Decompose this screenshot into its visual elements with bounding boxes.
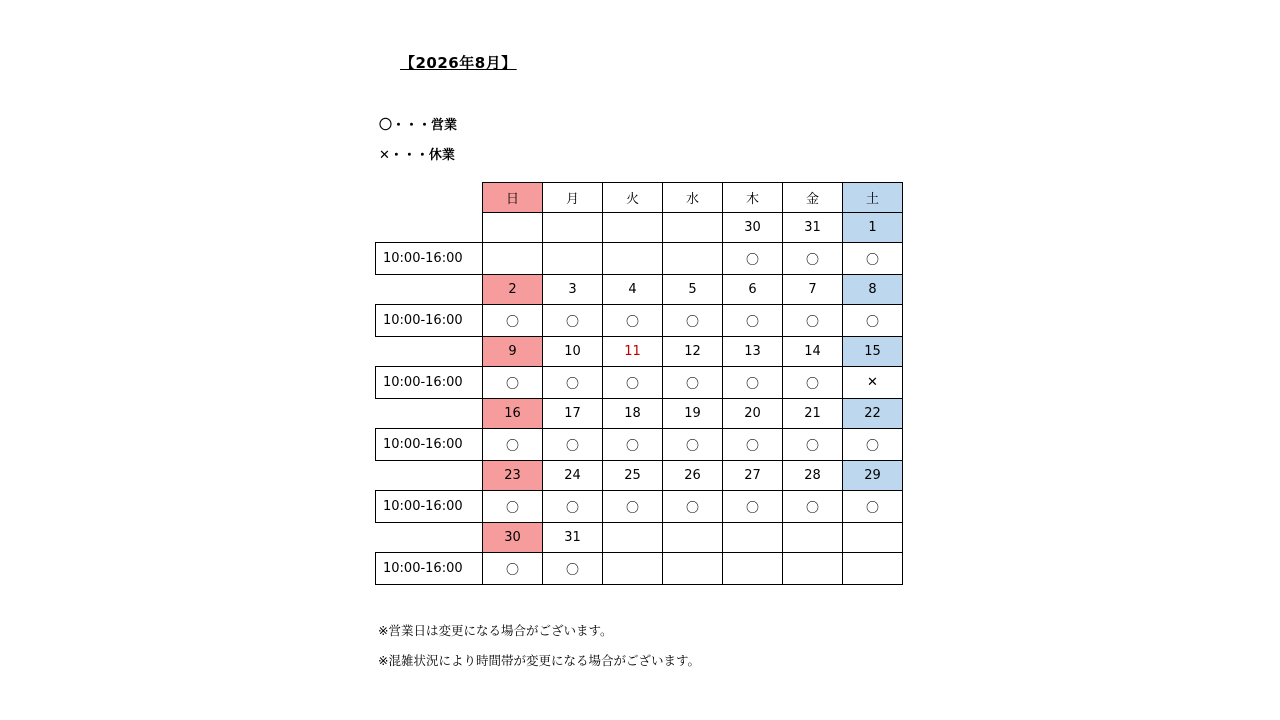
date-row [376,523,903,553]
status-cell-fri: 〇 [783,367,843,399]
weekday-wed: 水 [663,183,723,213]
status-cell-tue: 〇 [603,367,663,399]
status-cell-sun [483,243,543,275]
legend-open [379,114,457,133]
legend-open-symbol: 〇 [379,118,393,133]
status-cell-mon: 〇 [543,367,603,399]
date-cell-mon: 10 [543,337,603,367]
date-row [376,461,903,491]
status-cell-fri: 〇 [783,243,843,275]
weekday-header-row [376,183,903,213]
status-cell-wed: 〇 [663,305,723,337]
weekday-sun: 日 [483,183,543,213]
status-cell-wed: 〇 [663,367,723,399]
legend-closed [379,144,455,163]
date-cell-mon: 24 [543,461,603,491]
hours-label: 10:00-16:00 [376,367,483,399]
date-cell-tue: 4 [603,275,663,305]
date-cell-sun: 16 [483,399,543,429]
status-cell-sun: 〇 [483,553,543,585]
date-cell-fri: 21 [783,399,843,429]
status-row [376,429,903,461]
date-cell-mon: 17 [543,399,603,429]
legend-open-text: 営業 [431,118,458,133]
status-cell-mon: 〇 [543,491,603,523]
note-business-days: ※営業日は変更になる場合がございます。 [378,623,613,638]
hours-label: 10:00-16:00 [376,553,483,585]
date-cell-sat [843,523,903,553]
date-cell-sat: 15 [843,337,903,367]
status-cell-thu: 〇 [723,243,783,275]
status-cell-mon: 〇 [543,305,603,337]
status-cell-sat: 〇 [843,429,903,461]
status-cell-wed: 〇 [663,429,723,461]
date-cell-fri: 31 [783,213,843,243]
date-cell-wed [663,523,723,553]
date-row [376,275,903,305]
status-cell-sat: 〇 [843,305,903,337]
date-row-label-spacer [376,399,483,429]
date-cell-fri: 7 [783,275,843,305]
date-cell-sat: 29 [843,461,903,491]
date-row-label-spacer [376,337,483,367]
date-cell-thu [723,523,783,553]
status-cell-tue: 〇 [603,491,663,523]
date-row [376,337,903,367]
date-cell-thu: 20 [723,399,783,429]
status-cell-thu: 〇 [723,305,783,337]
calendar-body [376,183,903,585]
note-time-slots: ※混雑状況により時間帯が変更になる場合がございます。 [378,653,700,668]
legend-closed-text: 休業 [428,148,455,163]
date-cell-wed [663,213,723,243]
date-cell-sun [483,213,543,243]
date-cell-tue: 11 [603,337,663,367]
status-cell-sat [843,553,903,585]
status-cell-sun: 〇 [483,367,543,399]
status-cell-fri: 〇 [783,491,843,523]
status-cell-sat: 〇 [843,491,903,523]
date-cell-sun: 9 [483,337,543,367]
date-row [376,399,903,429]
status-cell-mon: 〇 [543,553,603,585]
weekday-thu: 木 [723,183,783,213]
date-cell-wed: 5 [663,275,723,305]
weekday-mon: 月 [543,183,603,213]
status-row [376,553,903,585]
date-cell-sun: 23 [483,461,543,491]
status-cell-sat: 〇 [843,243,903,275]
status-cell-tue [603,243,663,275]
hours-label: 10:00-16:00 [376,243,483,275]
date-row-label-spacer [376,523,483,553]
date-cell-mon [543,213,603,243]
status-cell-fri: 〇 [783,305,843,337]
date-cell-thu: 6 [723,275,783,305]
date-cell-fri: 28 [783,461,843,491]
weekday-tue: 火 [603,183,663,213]
date-cell-tue: 18 [603,399,663,429]
date-cell-sun: 2 [483,275,543,305]
status-cell-thu: 〇 [723,429,783,461]
date-cell-sat: 1 [843,213,903,243]
date-row-label-spacer [376,275,483,305]
status-cell-sun: 〇 [483,491,543,523]
date-row-label-spacer [376,213,483,243]
status-cell-tue [603,553,663,585]
hours-label: 10:00-16:00 [376,491,483,523]
date-cell-sat: 8 [843,275,903,305]
status-cell-sat: ✕ [843,367,903,399]
status-cell-tue: 〇 [603,305,663,337]
status-row [376,305,903,337]
status-row [376,491,903,523]
status-cell-mon [543,243,603,275]
status-cell-thu [723,553,783,585]
status-cell-thu: 〇 [723,367,783,399]
date-cell-tue [603,523,663,553]
calendar-table [375,182,903,585]
date-cell-fri [783,523,843,553]
date-cell-wed: 19 [663,399,723,429]
legend-open-dots: ・・・ [392,118,432,133]
status-row [376,243,903,275]
hours-label: 10:00-16:00 [376,429,483,461]
status-cell-thu: 〇 [723,491,783,523]
status-cell-fri [783,553,843,585]
date-cell-mon: 3 [543,275,603,305]
date-cell-tue: 25 [603,461,663,491]
header-label-spacer [376,183,483,213]
status-cell-wed [663,553,723,585]
status-cell-sun: 〇 [483,305,543,337]
status-cell-sun: 〇 [483,429,543,461]
date-cell-wed: 12 [663,337,723,367]
date-row [376,213,903,243]
date-cell-thu: 13 [723,337,783,367]
page-title: 【2026年8月】 [400,54,517,72]
date-cell-sat: 22 [843,399,903,429]
legend-closed-symbol: ✕ [379,148,390,163]
date-cell-mon: 31 [543,523,603,553]
weekday-fri: 金 [783,183,843,213]
status-cell-tue: 〇 [603,429,663,461]
date-cell-thu: 30 [723,213,783,243]
date-cell-tue [603,213,663,243]
status-cell-fri: 〇 [783,429,843,461]
date-cell-sun: 30 [483,523,543,553]
status-cell-wed [663,243,723,275]
status-cell-wed: 〇 [663,491,723,523]
date-row-label-spacer [376,461,483,491]
status-row [376,367,903,399]
weekday-sat: 土 [843,183,903,213]
date-cell-wed: 26 [663,461,723,491]
status-cell-mon: 〇 [543,429,603,461]
hours-label: 10:00-16:00 [376,305,483,337]
legend-closed-dots: ・・・ [389,148,429,163]
date-cell-thu: 27 [723,461,783,491]
date-cell-fri: 14 [783,337,843,367]
